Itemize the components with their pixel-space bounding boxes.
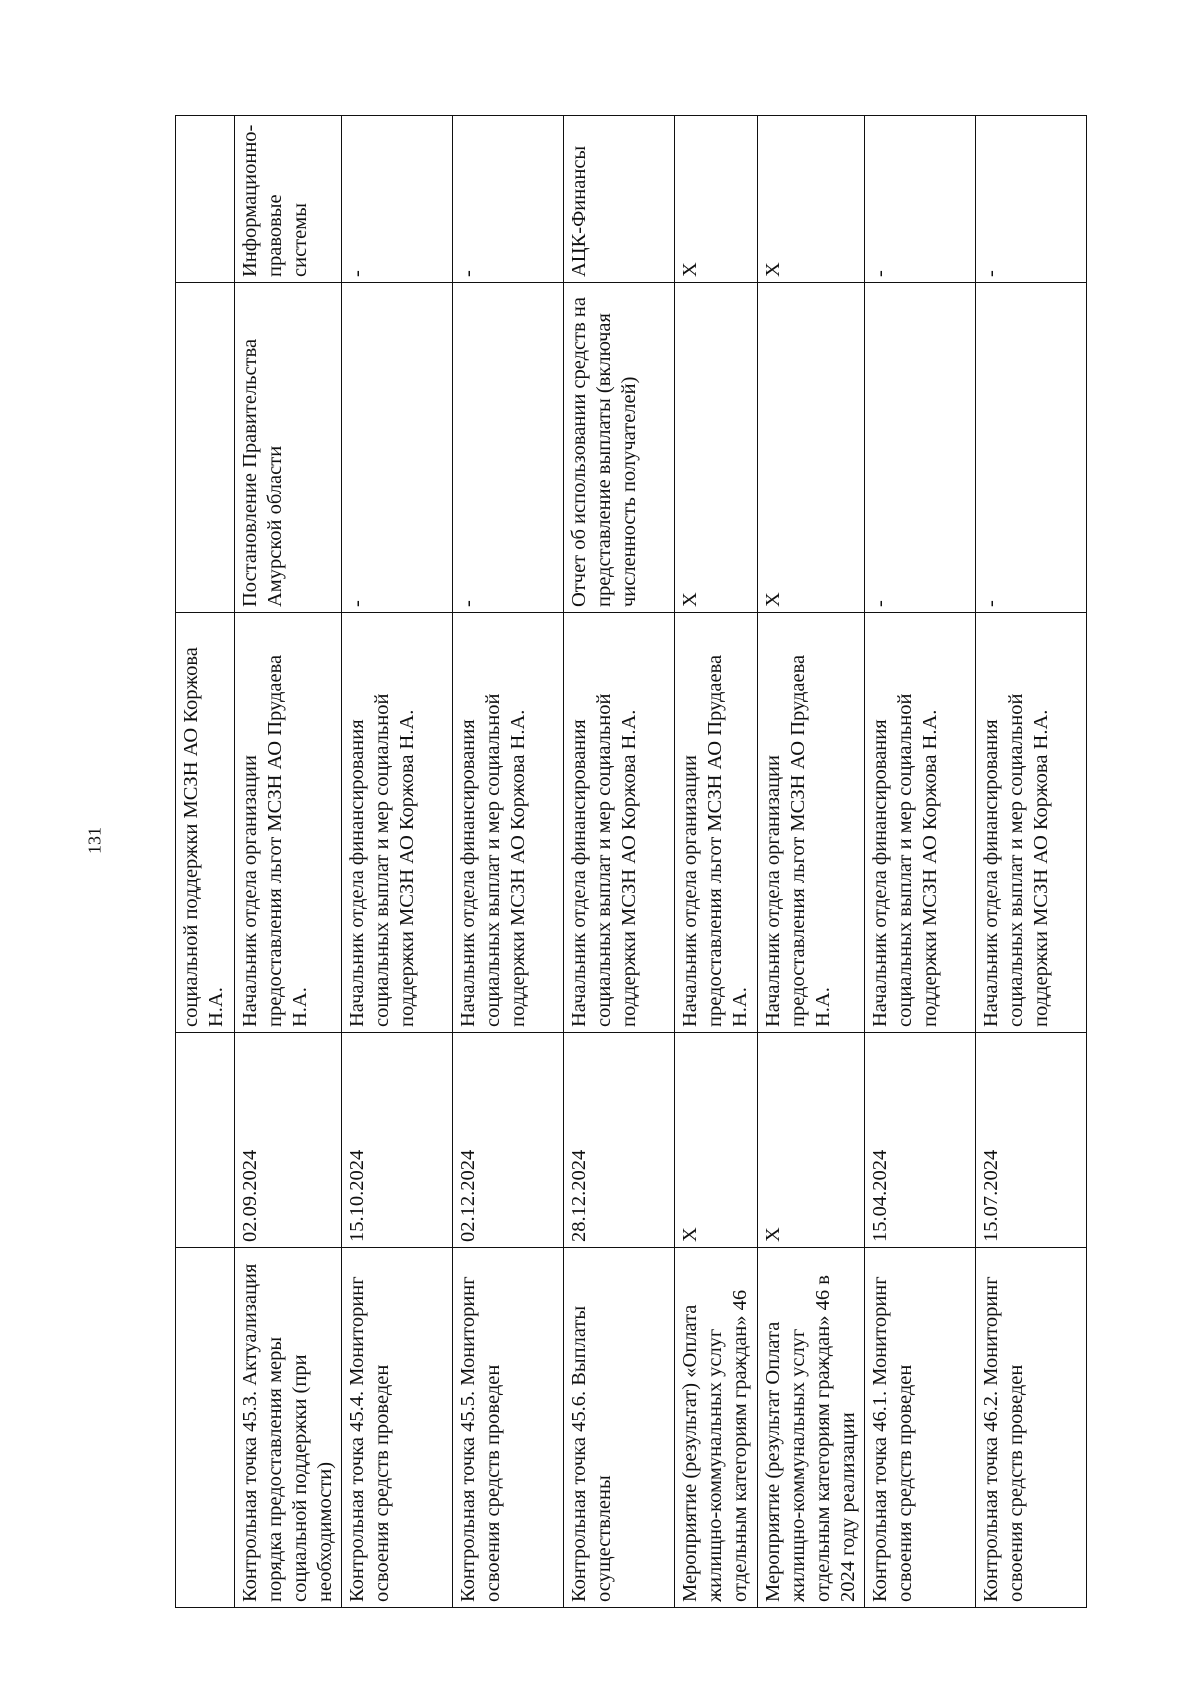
cell-document: - xyxy=(342,283,453,613)
table-row xyxy=(342,116,453,1608)
cell-document: - xyxy=(453,283,564,613)
table-row xyxy=(235,116,342,1608)
cell-responsible: Начальник отдела финансирования социальных выплат и мер социальной поддержки МСЗН АО Коржова Н.А. xyxy=(976,613,1087,1033)
cell-date: 28.12.2024 xyxy=(564,1033,675,1248)
cell-date: 02.12.2024 xyxy=(453,1033,564,1248)
cell-responsible: Начальник отдела финансирования социальных выплат и мер социальной поддержки МСЗН АО Коржова Н.А. xyxy=(865,613,976,1033)
cell-responsible: социальной поддержки МСЗН АО Коржова Н.А. xyxy=(176,613,235,1033)
cell-event: Контрольная точка 45.4. Мониторинг освоения средств проведен xyxy=(342,1248,453,1608)
cell-info-system: - xyxy=(976,116,1087,283)
cell-document xyxy=(176,283,235,613)
cell-event: Мероприятие (результат) «Оплата жилищно-коммунальных услуг отдельным категориям граждан» 46 xyxy=(675,1248,758,1608)
table-row xyxy=(564,116,675,1608)
cell-event: Контрольная точка 45.3. Актуализация порядка предоставления меры социальной поддержки (при необходимости) xyxy=(235,1248,342,1608)
table-row xyxy=(453,116,564,1608)
table-row xyxy=(865,116,976,1608)
cell-event: Контрольная точка 45.5. Мониторинг освоения средств проведен xyxy=(453,1248,564,1608)
cell-responsible: Начальник отдела финансирования социальных выплат и мер социальной поддержки МСЗН АО Коржова Н.А. xyxy=(564,613,675,1033)
cell-document: - xyxy=(865,283,976,613)
page-number: 131 xyxy=(84,827,105,854)
cell-date: 15.10.2024 xyxy=(342,1033,453,1248)
table-row xyxy=(758,116,865,1608)
cell-responsible: Начальник отдела финансирования социальных выплат и мер социальной поддержки МСЗН АО Коржова Н.А. xyxy=(342,613,453,1033)
cell-document: Отчет об использовании средств на представление выплаты (включая численность получателей) xyxy=(564,283,675,613)
cell-responsible: Начальник отдела финансирования социальных выплат и мер социальной поддержки МСЗН АО Коржова Н.А. xyxy=(453,613,564,1033)
cell-info-system: Х xyxy=(675,116,758,283)
cell-info-system xyxy=(176,116,235,283)
plan-table xyxy=(175,115,1087,1608)
rotated-page-content xyxy=(175,116,1135,1608)
cell-info-system: - xyxy=(865,116,976,283)
cell-date: 15.07.2024 xyxy=(976,1033,1087,1248)
table-row xyxy=(976,116,1087,1608)
cell-event xyxy=(176,1248,235,1608)
cell-responsible: Начальник отдела организации предоставления льгот МСЗН АО Прудаева Н.А. xyxy=(235,613,342,1033)
cell-document: Постановление Правительства Амурской области xyxy=(235,283,342,613)
cell-info-system: АЦК-Финансы xyxy=(564,116,675,283)
cell-date xyxy=(176,1033,235,1248)
cell-event: Контрольная точка 45.6. Выплаты осуществлены xyxy=(564,1248,675,1608)
cell-document: - xyxy=(976,283,1087,613)
cell-document: Х xyxy=(675,283,758,613)
table-row xyxy=(176,116,235,1608)
cell-date: 15.04.2024 xyxy=(865,1033,976,1248)
cell-date: 02.09.2024 xyxy=(235,1033,342,1248)
cell-info-system: Информационно-правовые системы xyxy=(235,116,342,283)
cell-event: Контрольная точка 46.1. Мониторинг освоения средств проведен xyxy=(865,1248,976,1608)
cell-info-system: - xyxy=(453,116,564,283)
cell-date: Х xyxy=(675,1033,758,1248)
cell-info-system: - xyxy=(342,116,453,283)
cell-event: Мероприятие (результат Оплата жилищно-коммунальных услуг отдельным категориям граждан» 46 в 2024 году реализации xyxy=(758,1248,865,1608)
table-body xyxy=(176,116,1087,1608)
cell-responsible: Начальник отдела организации предоставления льгот МСЗН АО Прудаева Н.А. xyxy=(758,613,865,1033)
cell-date: Х xyxy=(758,1033,865,1248)
table-row xyxy=(675,116,758,1608)
cell-document: Х xyxy=(758,283,865,613)
cell-event: Контрольная точка 46.2. Мониторинг освоения средств проведен xyxy=(976,1248,1087,1608)
cell-responsible: Начальник отдела организации предоставления льгот МСЗН АО Прудаева Н.А. xyxy=(675,613,758,1033)
cell-info-system: Х xyxy=(758,116,865,283)
